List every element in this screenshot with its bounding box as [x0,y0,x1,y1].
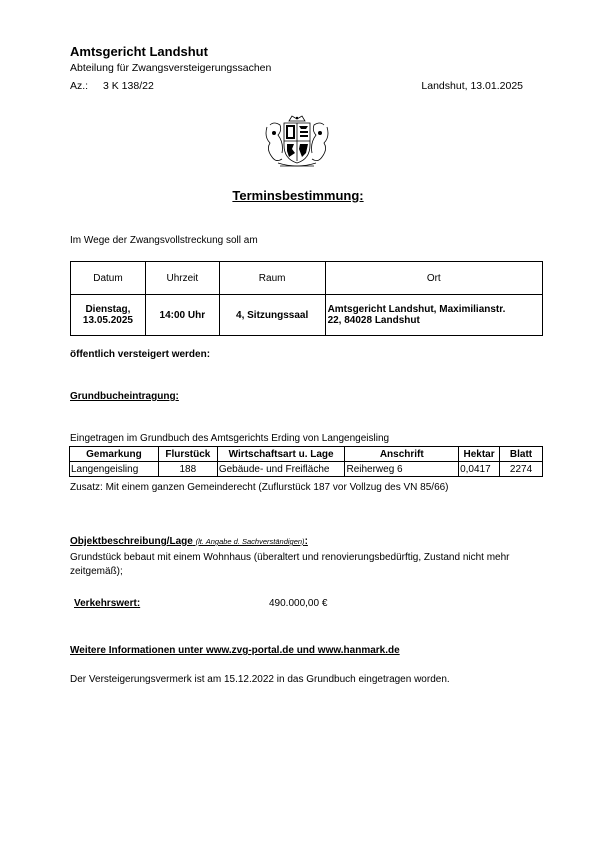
object-description-text: Grundstück bebaut mit einem Wohnhaus (überaltert und renovierungsbedürftig, Zustand nicht mehr zeitgemäß); [70,552,510,577]
market-value-label: Verkehrswert: [74,598,141,609]
more-info-links: Weitere Informationen unter www.zvg-portal.de und www.hanmark.de [70,645,400,656]
auction-note: Der Versteigerungsvermerk ist am 15.12.2022 in das Grundbuch eingetragen worden. [70,674,450,685]
object-description-heading: Objektbeschreibung/Lage (lt. Angabe d. Sachverständigen): [70,536,308,547]
header-blatt: Blatt [500,447,543,462]
land-register-heading: Grundbucheintragung: [70,391,179,402]
auction-statement: öffentlich versteigert werden: [70,349,211,360]
intro-text: Im Wege der Zwangsvollstreckung soll am [70,235,258,246]
cell-anschrift: Reiherweg 6 [345,462,459,477]
court-department: Abteilung für Zwangsversteigerungssachen [70,62,272,74]
auction-table-header [71,262,543,295]
court-name: Amtsgericht Landshut [70,44,208,59]
place-and-date: Landshut, 13.01.2025 [421,80,523,92]
cell-wirtschaftsart: Gebäude- und Freifläche [217,462,345,477]
header-uhrzeit: Uhrzeit [145,262,219,295]
auction-table-row [71,295,543,336]
auction-place: Amtsgericht Landshut, Maximilianstr. 22, 84028 Landshut [325,295,542,336]
auction-time: 14:00 Uhr [145,295,219,336]
document-title: Terminsbestimmung: [232,188,364,203]
market-value: 490.000,00 € [269,598,328,609]
header-flurstueck: Flurstück [158,447,217,462]
auction-room: 4, Sitzungssaal [219,295,325,336]
cell-hektar: 0,0417 [459,462,500,477]
header-anschrift: Anschrift [345,447,459,462]
cell-gemarkung: Langengeisling [70,462,159,477]
object-description-note: (lt. Angabe d. Sachverständigen) [195,537,305,546]
table-row [70,462,543,477]
file-number: 3 K 138/22 [103,80,154,92]
header-wirtschaftsart: Wirtschaftsart u. Lage [217,447,345,462]
land-register-intro: Eingetragen im Grundbuch des Amtsgerichts Erding von Langengeisling [70,433,390,444]
cell-flurstueck: 188 [158,462,217,477]
auction-date-table [70,261,543,336]
auction-date: Dienstag, 13.05.2025 [71,295,146,336]
land-register-header [70,447,543,462]
land-register-addendum: Zusatz: Mit einem ganzen Gemeinderecht (Zuflurstück 187 vor Vollzug des VN 85/66) [70,482,449,493]
header-hektar: Hektar [459,447,500,462]
bavarian-coat-of-arms-icon [262,113,332,169]
file-number-label: Az.: [70,80,89,92]
header-ort: Ort [325,262,542,295]
header-raum: Raum [219,262,325,295]
land-register-table [69,446,543,477]
header-gemarkung: Gemarkung [70,447,159,462]
cell-blatt: 2274 [500,462,543,477]
header-datum: Datum [71,262,146,295]
